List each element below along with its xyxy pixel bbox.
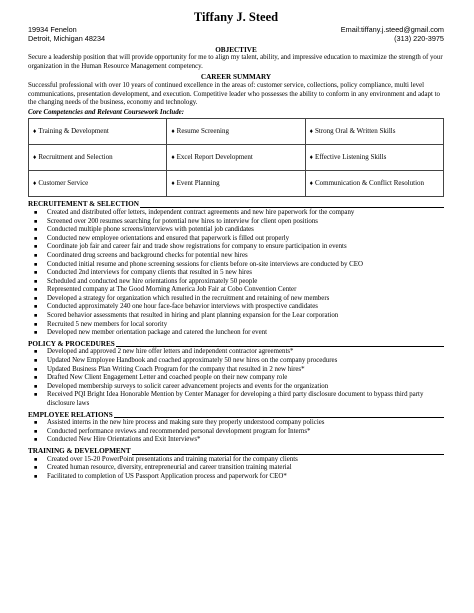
bullet-text: Facilitated to completion of US Passport Application process and paperwork for CEO*	[47, 472, 287, 480]
training-heading: TRAINING & DEVELOPMENT	[28, 446, 131, 455]
competency-label: Excel Report Development	[176, 153, 253, 162]
bullet-item	[28, 348, 444, 357]
square-bullet-icon: ■	[34, 304, 38, 311]
competency-label: Communication & Conflict Resolution	[314, 179, 425, 188]
diamond-bullet-icon: ♦	[309, 128, 313, 136]
bullet-item	[28, 226, 444, 235]
competency-label: Strong Oral & Written Skills	[314, 127, 396, 136]
square-bullet-icon: ■	[34, 330, 38, 337]
square-bullet-icon: ■	[34, 420, 38, 427]
section-divider	[132, 454, 444, 455]
recruitment-list	[28, 209, 444, 338]
bullet-text: Conducted New Hire Orientations and Exit Interviews*	[47, 436, 201, 444]
bullet-item	[28, 243, 444, 252]
bullet-text: Created human resource, diversity, entrepreneurial and career transition training material	[47, 464, 292, 472]
square-bullet-icon: ■	[34, 244, 38, 251]
square-bullet-icon: ■	[34, 437, 38, 444]
relations-heading: EMPLOYEE RELATIONS	[28, 410, 113, 419]
competency-cell	[305, 145, 443, 171]
diamond-bullet-icon: ♦	[171, 154, 175, 162]
square-bullet-icon: ■	[34, 358, 38, 365]
policy-section-header	[28, 340, 444, 349]
street-address: 19934 Fenelon	[28, 25, 77, 34]
bullet-item	[28, 218, 444, 227]
competency-cell	[167, 119, 305, 145]
competencies-row	[29, 171, 444, 197]
competency-label: Event Planning	[176, 179, 220, 188]
diamond-bullet-icon: ♦	[309, 154, 313, 162]
diamond-bullet-icon: ♦	[309, 180, 313, 188]
square-bullet-icon: ■	[34, 235, 38, 242]
bullet-item	[28, 252, 444, 261]
competency-cell	[29, 171, 167, 197]
training-list	[28, 456, 444, 482]
square-bullet-icon: ■	[34, 392, 38, 399]
diamond-bullet-icon: ♦	[171, 180, 175, 188]
bullet-text: Developed and approved 2 new hire offer letters and independent contractor agreements*	[47, 348, 294, 356]
competencies-heading: Core Competencies and Relevant Coursework Include:	[28, 108, 184, 116]
diamond-bullet-icon: ♦	[33, 154, 37, 162]
bullet-item	[28, 366, 444, 375]
bullet-text: Conducted new employee orientations and ensured that paperwork is filled out properly	[47, 234, 290, 242]
square-bullet-icon: ■	[34, 313, 38, 320]
competencies-table	[28, 118, 444, 197]
bullet-item	[28, 209, 444, 218]
square-bullet-icon: ■	[34, 366, 38, 373]
bullet-text: Scheduled and conducted new hire orientations for approximately 50 people	[47, 277, 258, 285]
objective-text: Secure a leadership position that will provide opportunity for me to align my talent, ability, and impressive education to maximize the strength of your organization in the Human Resource Management competency.	[28, 54, 443, 70]
competency-cell	[29, 145, 167, 171]
email-address: Email:tiffany.j.steed@gmail.com	[340, 25, 444, 34]
bullet-text: Drafted New Client Engagement Letter and coached people on their new company role	[47, 374, 288, 382]
bullet-item	[28, 383, 444, 392]
bullet-item	[28, 436, 444, 445]
bullet-item	[28, 261, 444, 270]
relations-list	[28, 419, 444, 445]
square-bullet-icon: ■	[34, 456, 38, 463]
square-bullet-icon: ■	[34, 465, 38, 472]
bullet-item	[28, 456, 444, 465]
competency-label: Customer Service	[38, 179, 89, 188]
bullet-text: Updated Business Plan Writing Coach Program for the company that resulted in 2 new hires*	[47, 365, 305, 373]
square-bullet-icon: ■	[34, 375, 38, 382]
square-bullet-icon: ■	[34, 209, 38, 216]
bullet-item	[28, 391, 444, 408]
city-state-zip: Detroit, Michigan 48234	[28, 33, 106, 43]
bullet-text: Conducted approximately 240 one hour face-face behavior interviews with prospective candidates	[47, 303, 318, 311]
square-bullet-icon: ■	[34, 218, 38, 225]
bullet-text: Conducted performance reviews and recommended personal development program for Interns*	[47, 427, 311, 435]
square-bullet-icon: ■	[34, 473, 38, 480]
competency-cell	[305, 171, 443, 197]
candidate-name: Tiffany J. Steed	[193, 10, 279, 24]
bullet-text: Assisted interns in the new hire process and making sure they properly understood company policies	[47, 419, 325, 427]
square-bullet-icon: ■	[34, 278, 38, 285]
competency-label: Training & Development	[38, 127, 109, 136]
bullet-text: Coordinated drug screens and background checks for potential new hires	[47, 251, 248, 259]
bullet-text: Conducted multiple phone screens/interviews with potential job candidates	[47, 226, 254, 234]
relations-section-header	[28, 411, 444, 420]
square-bullet-icon: ■	[34, 252, 38, 259]
diamond-bullet-icon: ♦	[33, 128, 37, 136]
bullet-text: Coordinate job fair and career fair and trade show registrations for company to ensure participation in events	[47, 243, 347, 251]
competency-label: Recruitment and Selection	[38, 153, 113, 162]
diamond-bullet-icon: ♦	[33, 180, 37, 188]
recruitment-heading: RECRUITEMENT & SELECTION	[28, 200, 139, 209]
bullet-item	[28, 329, 444, 338]
square-bullet-icon: ■	[34, 261, 38, 268]
contact-row-2	[28, 35, 444, 44]
policy-heading: POLICY & PROCEDURES	[28, 339, 115, 348]
bullet-item	[28, 321, 444, 330]
objective-heading: OBJECTIVE	[215, 45, 257, 54]
competency-cell	[167, 145, 305, 171]
square-bullet-icon: ■	[34, 227, 38, 234]
square-bullet-icon: ■	[34, 270, 38, 277]
bullet-item	[28, 269, 444, 278]
bullet-item	[28, 312, 444, 321]
bullet-text: Updated New Employee Handbook and coached approximately 50 new hires on the company procedures	[47, 357, 338, 365]
square-bullet-icon: ■	[34, 287, 38, 294]
bullet-text: Developed a strategy for organization which resulted in the recruitment and retaining of new members	[47, 294, 330, 302]
bullet-item	[28, 473, 444, 482]
competency-label: Resume Screening	[176, 127, 229, 136]
recruitment-section-header	[28, 200, 444, 209]
competencies-row	[29, 119, 444, 145]
bullet-item	[28, 374, 444, 383]
square-bullet-icon: ■	[34, 295, 38, 302]
bullet-item	[28, 464, 444, 473]
competency-label: Effective Listening Skills	[314, 153, 387, 162]
bullet-text: Represented company at The Good Morning America Job Fair at Cobo Convention Center	[47, 286, 297, 294]
bullet-item	[28, 286, 444, 295]
bullet-item	[28, 235, 444, 244]
competency-cell	[305, 119, 443, 145]
bullet-text: Created over 15-20 PowerPoint presentations and training material for the company clients	[47, 455, 298, 463]
square-bullet-icon: ■	[34, 321, 38, 328]
section-divider	[140, 207, 444, 208]
bullet-text: Created and distributed offer letters, independent contract agreements and new hire paperwork for the company	[47, 208, 355, 216]
bullet-text: Developed membership surveys to solicit career advancement projects and events for the organization	[47, 382, 329, 390]
bullet-text: Scored behavior assessments that resulted in hiring and plant planning expansion for the Lear corporation	[47, 312, 339, 320]
square-bullet-icon: ■	[34, 383, 38, 390]
bullet-text: Conducted 2nd interviews for company clients that resulted in 5 new hires	[47, 269, 252, 277]
bullet-item	[28, 295, 444, 304]
training-section-header	[28, 447, 444, 456]
bullet-item	[28, 357, 444, 366]
policy-list	[28, 348, 444, 408]
bullet-text: Received PQI Bright Idea Honorable Mention by Center Manager for developing a third party disclosure document to bypass third party disclosure laws	[47, 391, 424, 407]
diamond-bullet-icon: ♦	[171, 128, 175, 136]
bullet-text: Recruited 5 new members for local sorority	[47, 320, 168, 328]
bullet-item	[28, 303, 444, 312]
bullet-text: Screened over 200 resumes searching for potential new hires to interview for client open positions	[47, 217, 318, 225]
bullet-item	[28, 278, 444, 287]
competencies-row	[29, 145, 444, 171]
square-bullet-icon: ■	[34, 349, 38, 356]
bullet-item	[28, 428, 444, 437]
phone-number: (313) 220-3975	[394, 33, 444, 43]
bullet-text: Developed new member orientation package and catered the luncheon for event	[47, 329, 268, 337]
competency-cell	[167, 171, 305, 197]
bullet-text: Conducted initial resume and phone screening sessions for clients before on-site interviews are conducted by CEO	[47, 260, 363, 268]
career-summary-text: Successful professional with over 10 years of continued excellence in the areas of: customer service, collections, policy compliance, multi level communications, presentation development, and execution. Competitive leader who possesses the ability to conform in any environment and adapt to the changing needs of the business, economy and technology.	[28, 81, 440, 107]
section-divider	[116, 346, 444, 347]
career-summary-heading: CAREER SUMMARY	[200, 73, 272, 82]
competency-cell	[29, 119, 167, 145]
bullet-item	[28, 419, 444, 428]
section-divider	[114, 417, 444, 418]
square-bullet-icon: ■	[34, 428, 38, 435]
